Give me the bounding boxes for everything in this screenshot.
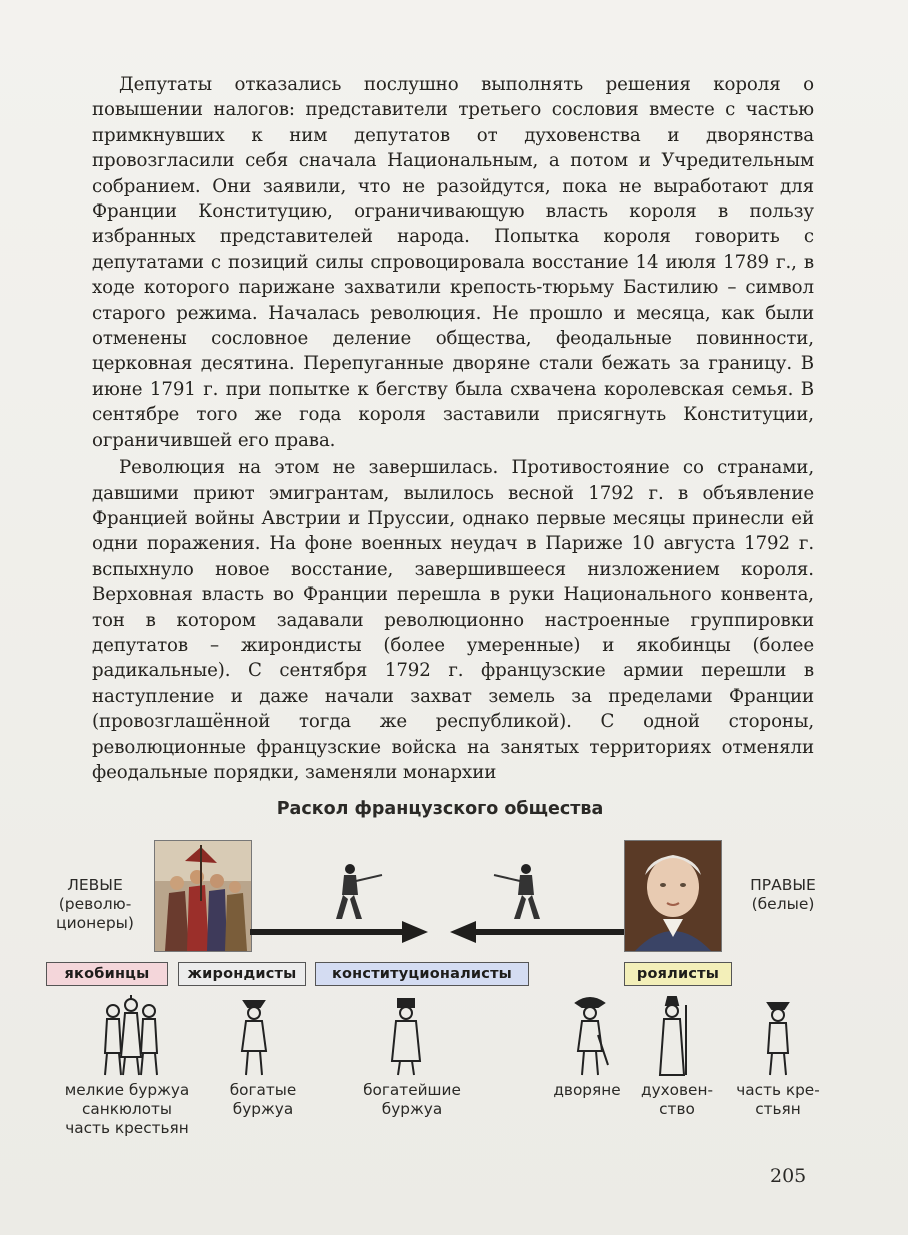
nobleman-figure-icon	[568, 995, 612, 1081]
label-petty-bourgeois: мелкие буржуа санкюлоты часть крестьян	[64, 1081, 190, 1137]
label-rich-bourgeois: богатые буржуа	[229, 1081, 297, 1118]
party-girondins: жирондисты	[178, 962, 306, 986]
page-number: 205	[770, 1165, 807, 1187]
peasant-figure-icon	[756, 995, 800, 1081]
label-nobles: дворяне	[553, 1081, 621, 1099]
party-constitutionalists: конституционалисты	[315, 962, 529, 986]
left-arrow-shaft	[250, 929, 404, 935]
society-split-diagram	[0, 795, 908, 1155]
diagram-title: Раскол французского общества	[276, 799, 604, 819]
sansculottes-figure-icon	[95, 995, 167, 1081]
body-text	[92, 72, 814, 785]
left-pointing-arrow-icon	[450, 921, 476, 943]
paragraph-2: Революция на этом не завершилась. Противостояние со странами, давшими приют эмигрантам, вылилось весной 1792 г. в объявление Францией войны Австрии и Пруссии, однако первые месяцы принесли ей одни поражения. На фоне военных неудач в Париже 10 августа 1792 г. вспыхнуло новое восстание, завершившееся низложением короля. Верховная власть во Франции перешла в руки Национального конвента, тон в котором задавали революционно настроенные группировки депутатов – жирондисты (более умеренные) и якобинцы (более радикальные). С сентября 1792 г. французские армии перешли в наступление и даже начали захват земель за пределами Франции (провозглашённой тогда же республикой). С одной стороны, революционные французские войска на занятых территориях отменяли феодальные порядки, заменяли монархии	[92, 457, 814, 783]
king-portrait	[624, 840, 722, 952]
party-jacobins: якобинцы	[46, 962, 168, 986]
label-richest-bourgeois: богатейшие буржуа	[363, 1081, 461, 1118]
paragraph-1: Депутаты отказались послушно выполнять решения короля о повышении налогов: представители третьего сословия вместе с частью примкнувших к ним депутатов от духовенства и дворянства провозгласили себя сначала Национальным, а потом и Учредительным собранием. Они заявили, что не разойдутся, пока не выработают для Франции Конституцию, ограничивающую власть короля в пользу избранных представителей народа. Попытка короля говорить с депутатами с позиций силы спровоцировала восстание 14 июля 1789 г., в ходе которого парижане захватили крепость-тюрьму Бастилию – символ старого режима. Началась революция. Не прошло и месяца, как были отменены сословное деление общества, феодальные повинности, церковная десятина. Перепуганные дворяне стали бежать за границу. В июне 1791 г. при попытке к бегству была схвачена королевская семья. В сентябре того же года короля заставили присягнуть Конституции, ограничившей его права.	[92, 74, 814, 451]
rich-bourgeois-figure-icon	[232, 995, 276, 1081]
label-clergy: духовен- ство	[641, 1081, 713, 1118]
right-arrow-shaft	[474, 929, 624, 935]
revolutionaries-painting	[154, 840, 252, 952]
clergy-figure-icon	[650, 995, 694, 1081]
left-side-label: ЛЕВЫЕ (револю- ционеры)	[56, 876, 134, 932]
label-peasants: часть кре- стьян	[736, 1081, 820, 1118]
right-pointing-arrow-icon	[402, 921, 428, 943]
right-soldier-icon	[492, 861, 548, 927]
right-side-label: ПРАВЫЕ (белые)	[750, 876, 816, 913]
party-royalists: роялисты	[624, 962, 732, 986]
richest-bourgeois-figure-icon	[384, 995, 428, 1081]
left-soldier-icon	[328, 861, 384, 927]
